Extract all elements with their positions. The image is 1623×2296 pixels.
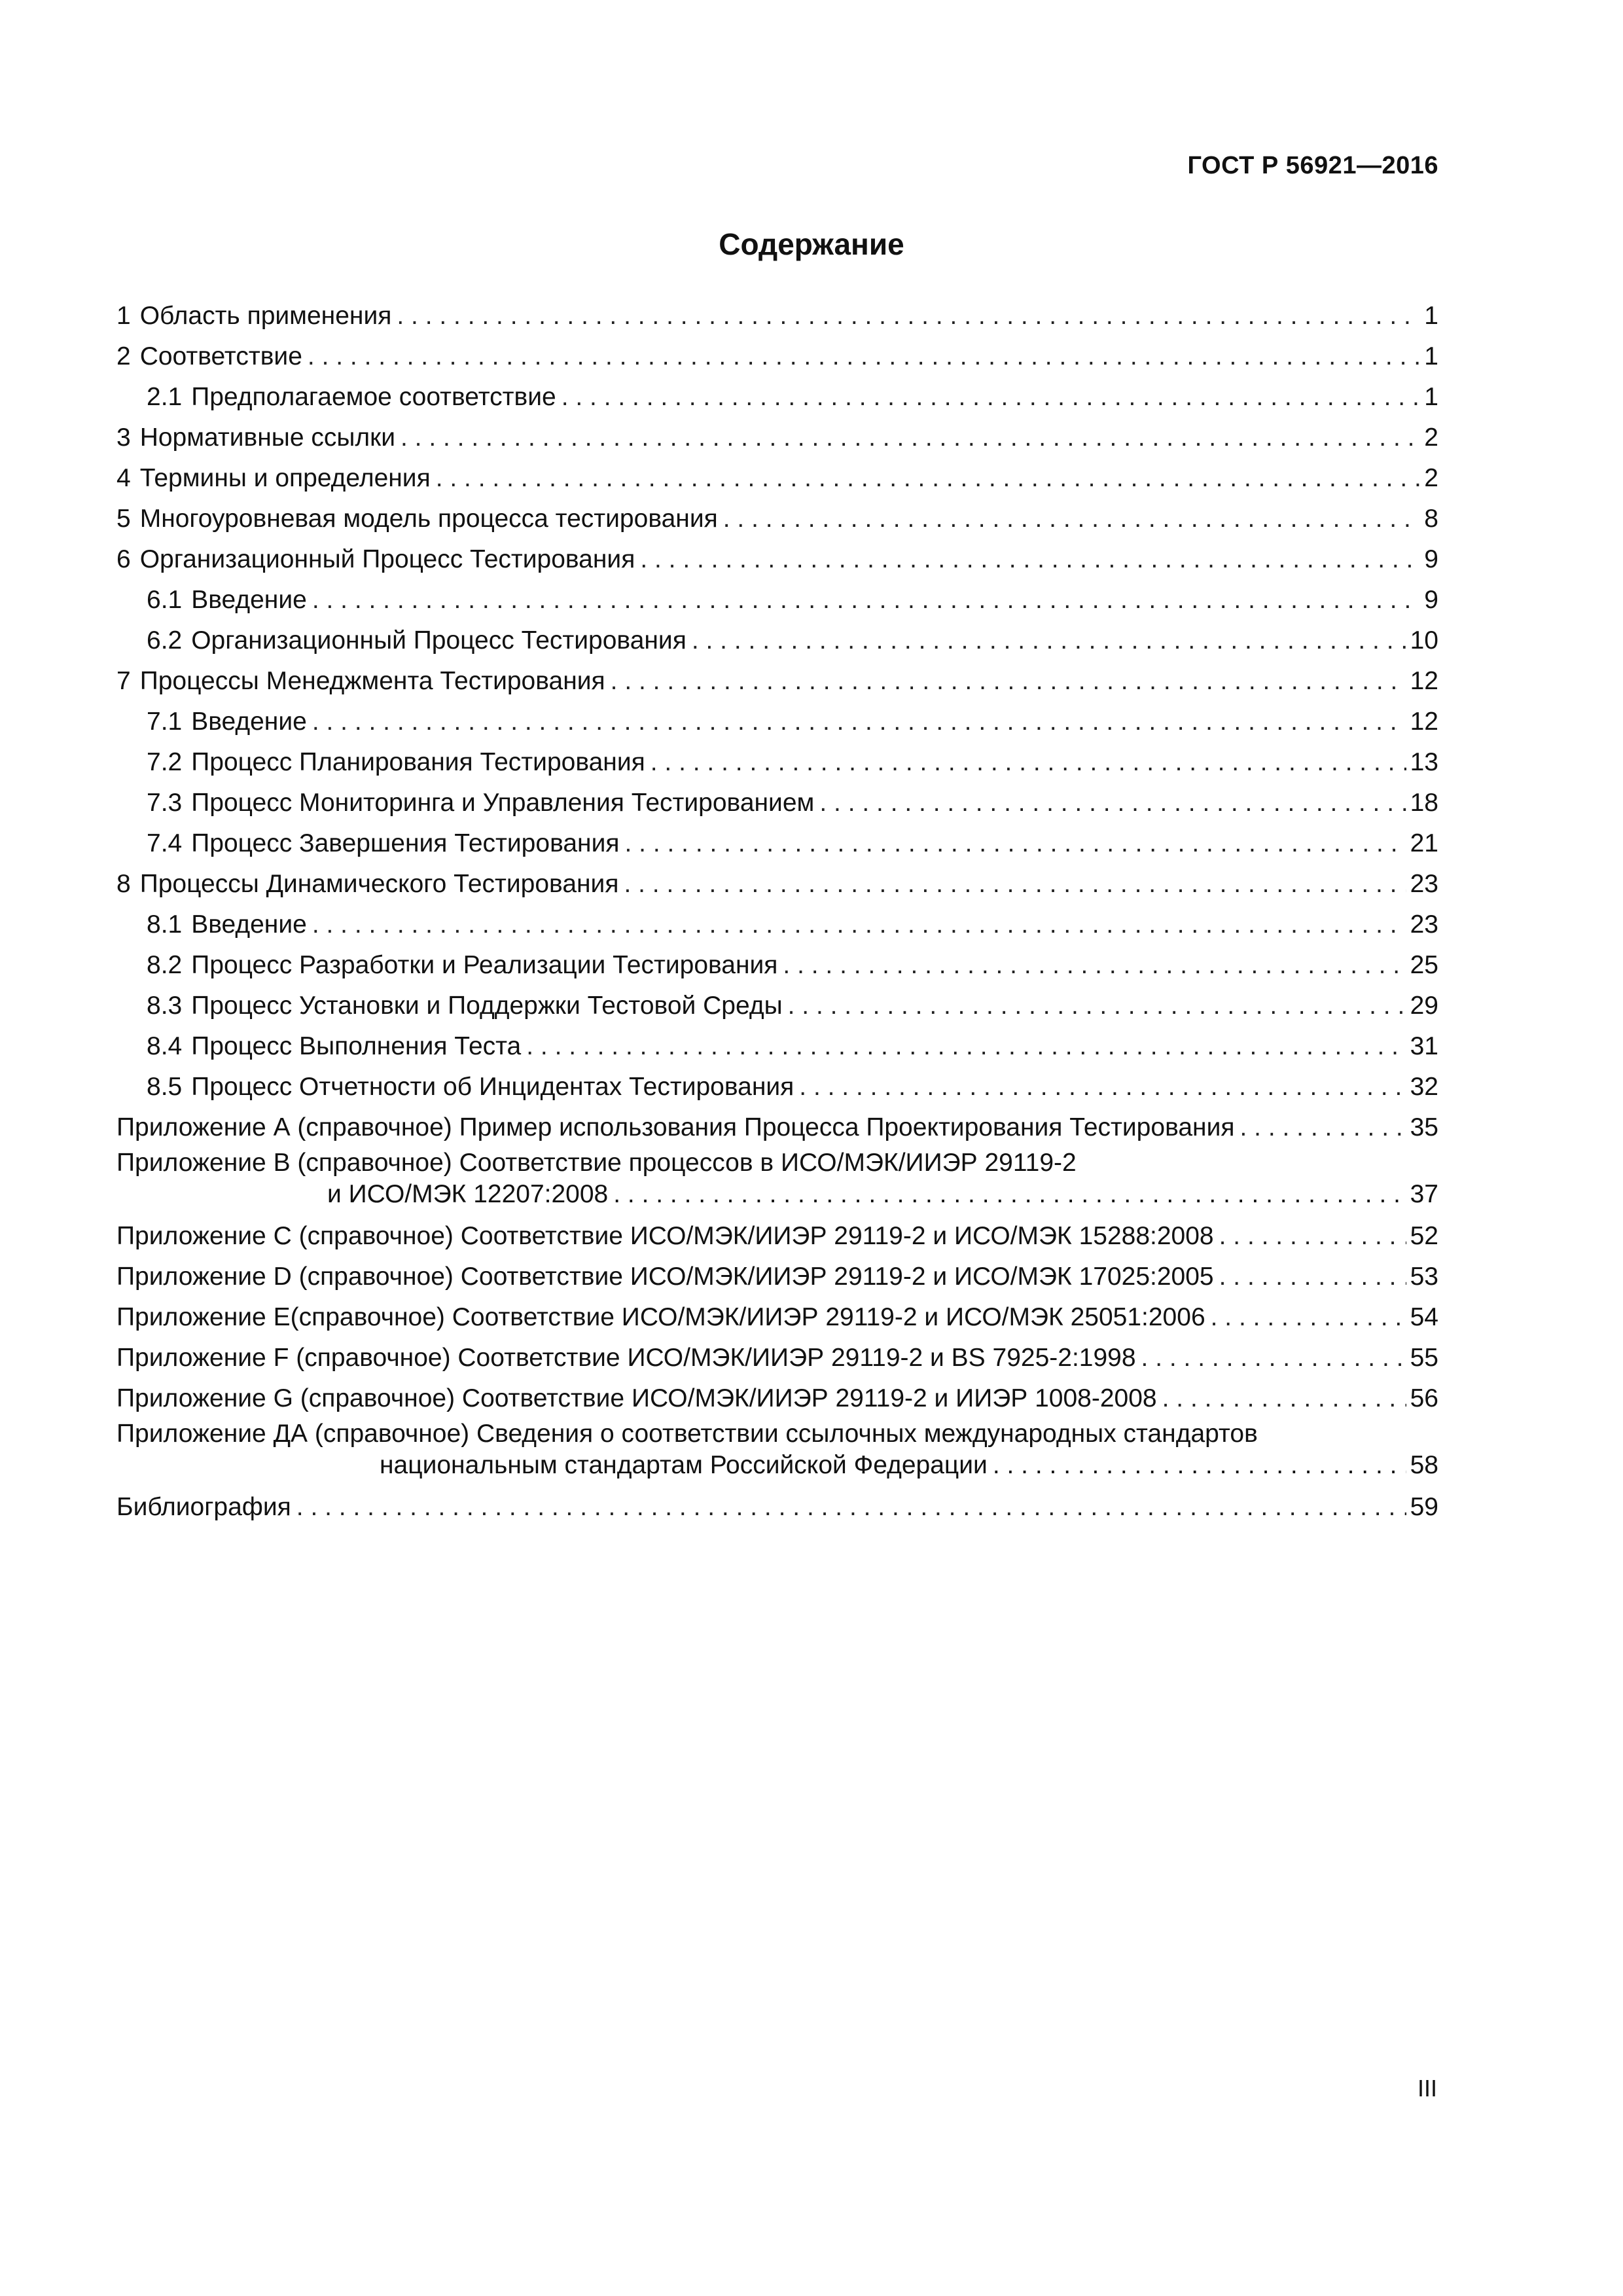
toc-entry-page: 31 bbox=[1410, 1032, 1438, 1060]
toc-entry-text: Введение bbox=[191, 586, 307, 614]
toc-leader-dots bbox=[436, 458, 1421, 499]
toc-entry-label bbox=[147, 986, 783, 1026]
toc-entry-label bbox=[147, 1067, 794, 1107]
toc-entry-label: Приложение F (справочное) Соответствие ИСО/МЭК/ИИЭР 29119-2 и BS 7925-2:1998 bbox=[116, 1344, 1136, 1372]
toc-entry-page: 12 bbox=[1410, 708, 1438, 736]
toc-entry[interactable] bbox=[116, 945, 1438, 986]
toc-entry-label bbox=[147, 377, 556, 418]
toc-entry-text: Процесс Завершения Тестирования bbox=[191, 829, 620, 857]
toc-entry-number: 2.1 bbox=[147, 383, 183, 411]
toc-entry-page: 1 bbox=[1424, 383, 1438, 411]
toc-entry-label bbox=[147, 742, 645, 783]
toc-entry-page: 59 bbox=[1410, 1493, 1438, 1521]
toc-entry-page: 21 bbox=[1410, 829, 1438, 857]
toc-entry-text: Предполагаемое соответствие bbox=[191, 383, 556, 411]
toc-entry-annex[interactable] bbox=[116, 1378, 1438, 1419]
toc-entry-label bbox=[116, 499, 718, 539]
toc-entry-number: 8.3 bbox=[147, 992, 183, 1020]
toc-entry-label bbox=[147, 580, 307, 620]
toc-entry-page: 18 bbox=[1410, 789, 1438, 817]
toc-entry-text: Процесс Мониторинга и Управления Тестированием bbox=[191, 789, 815, 817]
toc-entry-label-line2: национальным стандартам Российской Федерации bbox=[380, 1451, 988, 1479]
toc-entry-annex-da[interactable] bbox=[116, 1419, 1438, 1487]
page-title: Содержание bbox=[719, 227, 904, 261]
toc-entry-number: 7 bbox=[116, 667, 131, 695]
toc-leader-dots bbox=[613, 1178, 1406, 1211]
toc-leader-dots bbox=[1219, 1216, 1406, 1257]
toc-leader-dots bbox=[640, 539, 1420, 580]
toc-leader-dots bbox=[312, 580, 1420, 620]
toc-entry-text: Введение bbox=[191, 708, 307, 736]
document-code: ГОСТ Р 56921—2016 bbox=[1187, 152, 1438, 179]
toc-leader-dots bbox=[562, 377, 1421, 418]
toc-entry-page: 13 bbox=[1410, 748, 1438, 776]
toc-entry[interactable] bbox=[116, 458, 1438, 499]
toc-entry-text: Процессы Менеджмента Тестирования bbox=[139, 667, 605, 695]
toc-leader-dots bbox=[401, 418, 1420, 458]
toc-entry[interactable] bbox=[116, 905, 1438, 945]
toc-entry-label: Библиография bbox=[116, 1493, 291, 1521]
toc-entry-number: 8.2 bbox=[147, 951, 183, 979]
toc-entry-text: Область применения bbox=[139, 302, 392, 330]
toc-entry-label bbox=[147, 945, 777, 986]
toc-entry-label-line1: Приложение ДА (справочное) Сведения о соответствии ссылочных международных стандартов bbox=[116, 1420, 1258, 1448]
toc-entry-number: 5 bbox=[116, 505, 131, 533]
toc-entry-label bbox=[116, 539, 635, 580]
toc-leader-dots bbox=[1162, 1378, 1406, 1419]
toc-leader-dots bbox=[296, 1487, 1406, 1528]
toc-entry-page: 2 bbox=[1424, 464, 1438, 492]
toc-entry-label bbox=[147, 823, 619, 864]
toc-entry-number: 7.2 bbox=[147, 748, 183, 776]
toc-entry-page: 53 bbox=[1410, 1263, 1438, 1291]
toc-entry-label bbox=[116, 296, 391, 336]
toc-entry-text: Процесс Установки и Поддержки Тестовой Среды bbox=[191, 992, 783, 1020]
toc-entry-number: 8 bbox=[116, 870, 131, 898]
toc-entry[interactable] bbox=[116, 620, 1438, 661]
toc-entry-text: Термины и определения bbox=[139, 464, 431, 492]
toc-entry[interactable] bbox=[116, 1026, 1438, 1067]
toc-entry-label: Приложение D (справочное) Соответствие ИСО/МЭК/ИИЭР 29119-2 и ИСО/МЭК 17025:2005 bbox=[116, 1263, 1214, 1291]
toc-entry-text: Организационный Процесс Тестирования bbox=[139, 545, 635, 573]
toc-entry-page: 54 bbox=[1410, 1303, 1438, 1331]
toc-entry[interactable] bbox=[116, 742, 1438, 783]
toc-entry[interactable] bbox=[116, 986, 1438, 1026]
toc-entry[interactable] bbox=[116, 1067, 1438, 1107]
toc-entry-label: Приложение С (справочное) Соответствие ИСО/МЭК/ИИЭР 29119-2 и ИСО/МЭК 15288:2008 bbox=[116, 1222, 1214, 1250]
toc-entry[interactable] bbox=[116, 418, 1438, 458]
toc-entry-page: 23 bbox=[1410, 910, 1438, 939]
toc-entry-label bbox=[116, 661, 605, 702]
toc-entry-number: 8.1 bbox=[147, 910, 183, 939]
toc-leader-dots bbox=[783, 945, 1406, 986]
toc-entry-label: Приложение G (справочное) Соответствие ИСО/МЭК/ИИЭР 29119-2 и ИИЭР 1008-2008 bbox=[116, 1384, 1157, 1412]
toc-entry-page: 58 bbox=[1410, 1451, 1438, 1479]
toc-entry-annex[interactable] bbox=[116, 1297, 1438, 1338]
toc-entry[interactable] bbox=[116, 823, 1438, 864]
toc-entry-text: Процесс Выполнения Теста bbox=[191, 1032, 522, 1060]
toc-leader-dots bbox=[397, 296, 1420, 336]
toc-leader-dots bbox=[788, 986, 1406, 1026]
toc-entry[interactable] bbox=[116, 539, 1438, 580]
toc-entry-number: 7.3 bbox=[147, 789, 183, 817]
toc-entry-number: 8.5 bbox=[147, 1073, 183, 1101]
toc-entry-bibliography[interactable] bbox=[116, 1487, 1438, 1528]
toc-entry[interactable] bbox=[116, 499, 1438, 539]
toc-entry-number: 7.4 bbox=[147, 829, 183, 857]
toc-entry-number: 4 bbox=[116, 464, 131, 492]
toc-entry-annex[interactable] bbox=[116, 1216, 1438, 1257]
toc-leader-dots bbox=[799, 1067, 1406, 1107]
toc-entry-annex-b[interactable] bbox=[116, 1148, 1438, 1216]
toc-entry-text: Процесс Планирования Тестирования bbox=[191, 748, 645, 776]
toc-leader-dots bbox=[526, 1026, 1406, 1067]
toc-entry-page: 10 bbox=[1410, 626, 1438, 655]
toc-main-sections bbox=[116, 296, 1438, 1107]
toc-leader-dots bbox=[1219, 1257, 1406, 1297]
toc-entry-number: 6 bbox=[116, 545, 131, 573]
toc-entry-number: 8.4 bbox=[147, 1032, 183, 1060]
toc-leader-dots bbox=[1211, 1297, 1406, 1338]
toc-entry-label bbox=[147, 1026, 521, 1067]
toc-entry-text: Введение bbox=[191, 910, 307, 939]
toc-leader-dots bbox=[312, 702, 1406, 742]
toc-entry-number: 1 bbox=[116, 302, 131, 330]
toc-entry-text: Многоуровневая модель процесса тестирования bbox=[139, 505, 718, 533]
toc-entry-label bbox=[116, 418, 395, 458]
toc-entry-page: 35 bbox=[1410, 1113, 1438, 1141]
toc-entry-label bbox=[147, 905, 307, 945]
toc-entry-annex[interactable] bbox=[116, 1338, 1438, 1378]
toc-entry-text: Процесс Отчетности об Инцидентах Тестирования bbox=[191, 1073, 794, 1101]
toc-entry-page: 56 bbox=[1410, 1384, 1438, 1412]
toc-entry-page: 25 bbox=[1410, 951, 1438, 979]
toc-leader-dots bbox=[308, 336, 1420, 377]
toc-entry[interactable] bbox=[116, 336, 1438, 377]
toc-entry[interactable] bbox=[116, 864, 1438, 905]
toc-entry-page: 9 bbox=[1424, 545, 1438, 573]
toc-leader-dots bbox=[1141, 1338, 1406, 1378]
toc-entry-number: 6.2 bbox=[147, 626, 183, 655]
toc-entry-label-line2: и ИСО/МЭК 12207:2008 bbox=[327, 1180, 609, 1208]
toc-entry-label-line1: Приложение В (справочное) Соответствие процессов в ИСО/МЭК/ИИЭР 29119-2 bbox=[116, 1149, 1077, 1177]
toc-leader-dots bbox=[692, 620, 1406, 661]
toc-entry-label bbox=[147, 783, 814, 823]
toc-entry-number: 2 bbox=[116, 342, 131, 370]
toc-entry-label bbox=[116, 458, 431, 499]
toc-leader-dots bbox=[1240, 1107, 1406, 1148]
toc-entry[interactable] bbox=[116, 661, 1438, 702]
toc-entry-text: Процесс Разработки и Реализации Тестирования bbox=[191, 951, 778, 979]
toc-leader-dots bbox=[819, 783, 1406, 823]
toc-entry-label bbox=[147, 620, 687, 661]
toc-entry-number: 6.1 bbox=[147, 586, 183, 614]
toc-leader-dots bbox=[723, 499, 1421, 539]
toc-annex-entries bbox=[116, 1216, 1438, 1419]
toc-entry-label bbox=[147, 702, 307, 742]
toc-entry-page: 2 bbox=[1424, 423, 1438, 452]
toc-entry-page: 55 bbox=[1410, 1344, 1438, 1372]
toc-entry-label: Приложение E(справочное) Соответствие ИСО/МЭК/ИИЭР 29119-2 и ИСО/МЭК 25051:2006 bbox=[116, 1303, 1205, 1331]
toc-entry[interactable] bbox=[116, 377, 1438, 418]
toc-entry-page: 9 bbox=[1424, 586, 1438, 614]
toc-leader-dots bbox=[993, 1449, 1406, 1482]
toc-entry[interactable] bbox=[116, 702, 1438, 742]
toc-entry-text: Соответствие bbox=[139, 342, 302, 370]
toc-leader-dots bbox=[651, 742, 1406, 783]
toc-entry-page: 37 bbox=[1410, 1180, 1438, 1208]
toc-entry-number: 7.1 bbox=[147, 708, 183, 736]
page-number: III bbox=[1417, 2075, 1437, 2102]
toc-leader-dots bbox=[611, 661, 1406, 702]
toc-entry-label bbox=[116, 336, 302, 377]
toc-entry-page: 8 bbox=[1424, 505, 1438, 533]
toc-entry-label bbox=[116, 864, 618, 905]
toc-entry[interactable] bbox=[116, 783, 1438, 823]
toc-entry[interactable] bbox=[116, 580, 1438, 620]
toc-entry-page: 52 bbox=[1410, 1222, 1438, 1250]
toc-entry-page: 12 bbox=[1410, 667, 1438, 695]
toc-leader-dots bbox=[312, 905, 1406, 945]
table-of-contents bbox=[116, 296, 1438, 1528]
toc-entry-text: Нормативные ссылки bbox=[139, 423, 395, 452]
toc-entry-text: Организационный Процесс Тестирования bbox=[191, 626, 687, 655]
toc-leader-dots bbox=[624, 823, 1406, 864]
toc-entry[interactable] bbox=[116, 296, 1438, 336]
toc-entry-page: 23 bbox=[1410, 870, 1438, 898]
toc-entry-annex[interactable] bbox=[116, 1257, 1438, 1297]
toc-entry-page: 1 bbox=[1424, 342, 1438, 370]
toc-leader-dots bbox=[624, 864, 1406, 905]
toc-entry-page: 1 bbox=[1424, 302, 1438, 330]
toc-entry-page: 29 bbox=[1410, 992, 1438, 1020]
toc-entry-annex-a[interactable] bbox=[116, 1107, 1438, 1148]
toc-entry-number: 3 bbox=[116, 423, 131, 452]
toc-entry-page: 32 bbox=[1410, 1073, 1438, 1101]
toc-entry-text: Процессы Динамического Тестирования bbox=[139, 870, 619, 898]
toc-entry-label: Приложение А (справочное) Пример использования Процесса Проектирования Тестирования bbox=[116, 1113, 1235, 1141]
